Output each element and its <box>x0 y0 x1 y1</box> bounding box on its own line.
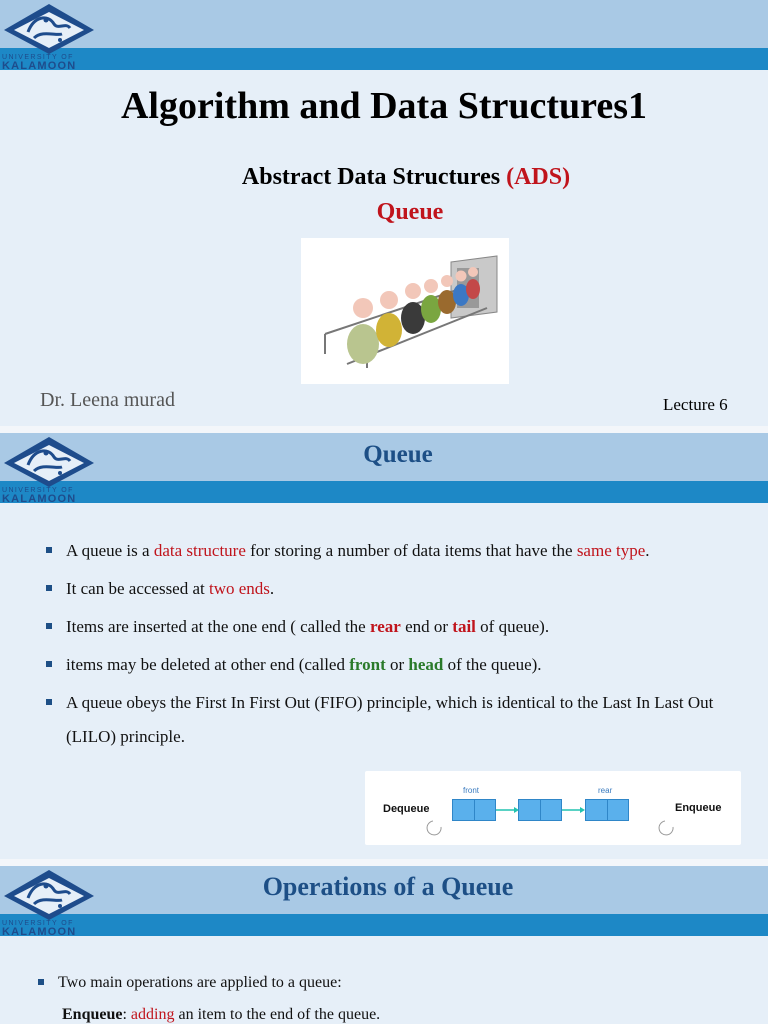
text: It can be accessed at <box>66 579 209 598</box>
list-item <box>44 572 744 606</box>
queue-slide <box>0 433 768 859</box>
diagram-arrows-icon <box>365 771 741 845</box>
operations-slide <box>0 866 768 1024</box>
text: : <box>122 1006 131 1023</box>
text: . <box>269 579 275 598</box>
list-item <box>44 686 744 754</box>
logo-text <box>2 54 76 72</box>
logo-line1: UNIVERSITY OF <box>2 487 74 494</box>
header-strip <box>0 48 768 70</box>
text: Two main operations are applied to a queue: <box>58 974 342 991</box>
title-slide <box>0 0 768 426</box>
highlight: front <box>349 655 386 674</box>
text: Items are inserted at the one end ( called the <box>66 617 370 636</box>
highlight: rear <box>369 617 401 636</box>
text: of the queue). <box>443 655 542 674</box>
slide-divider <box>0 426 768 433</box>
logo-line2: KALAMOON <box>2 493 77 505</box>
logo-text <box>2 487 76 505</box>
subtitle-accent: (ADS) <box>506 164 571 190</box>
text: or <box>385 655 409 674</box>
highlight: two ends <box>209 579 270 598</box>
header-band <box>0 0 768 48</box>
highlight: data structure <box>153 541 246 560</box>
logo-line2: KALAMOON <box>2 926 77 938</box>
university-logo <box>0 0 98 72</box>
logo-line1: UNIVERSITY OF <box>2 920 74 927</box>
highlight: adding <box>130 1006 175 1023</box>
page-title: Algorithm and Data Structures1 <box>120 85 647 127</box>
calligraphy-emblem-icon <box>0 0 98 56</box>
highlight: head <box>408 655 444 674</box>
text: A queue is a <box>66 541 154 560</box>
highlight: tail <box>452 617 476 636</box>
logo-line2: KALAMOON <box>2 60 77 72</box>
rear-label: rear <box>598 786 613 795</box>
slide-divider <box>0 859 768 866</box>
bullet-list <box>36 966 736 1000</box>
list-item <box>44 648 744 682</box>
slide-title: Queue <box>363 441 433 468</box>
text: . <box>645 541 650 560</box>
logo-line1: UNIVERSITY OF <box>2 54 74 61</box>
list-item <box>36 966 736 1000</box>
logo-text <box>2 920 76 938</box>
bullet-list <box>44 534 744 754</box>
subtitle-text: Abstract Data Structures <box>241 164 507 190</box>
list-item <box>44 610 744 644</box>
header-strip <box>0 914 768 936</box>
people-queue-illustration <box>301 238 509 384</box>
operation-name: Enqueue <box>62 1006 123 1023</box>
dequeue-label: Dequeue <box>383 803 430 815</box>
slide-title: Operations of a Queue <box>262 872 514 901</box>
highlight: same type <box>576 541 646 560</box>
text: A queue obeys the First In First Out (FIFO) principle, which is identical to the Last In Last Out (LILO) principle. <box>66 693 714 746</box>
enqueue-label: Enqueue <box>675 802 722 814</box>
author: Dr. Leena murad <box>40 389 175 411</box>
text: of queue). <box>475 617 550 636</box>
header-strip <box>0 481 768 503</box>
queue-diagram <box>365 771 741 845</box>
text: an item to the end of the queue. <box>174 1006 381 1023</box>
subtitle-queue: Queue <box>376 199 444 225</box>
front-label: front <box>463 786 480 795</box>
enqueue-definition <box>62 1006 380 1024</box>
people-queue-icon <box>301 238 509 384</box>
text: for storing a number of data items that have the <box>245 541 577 560</box>
list-item <box>44 534 744 568</box>
subtitle <box>0 164 768 191</box>
text: end or <box>400 617 453 636</box>
text: items may be deleted at other end (called <box>66 655 350 674</box>
lecture-number: Lecture 6 <box>663 395 728 414</box>
